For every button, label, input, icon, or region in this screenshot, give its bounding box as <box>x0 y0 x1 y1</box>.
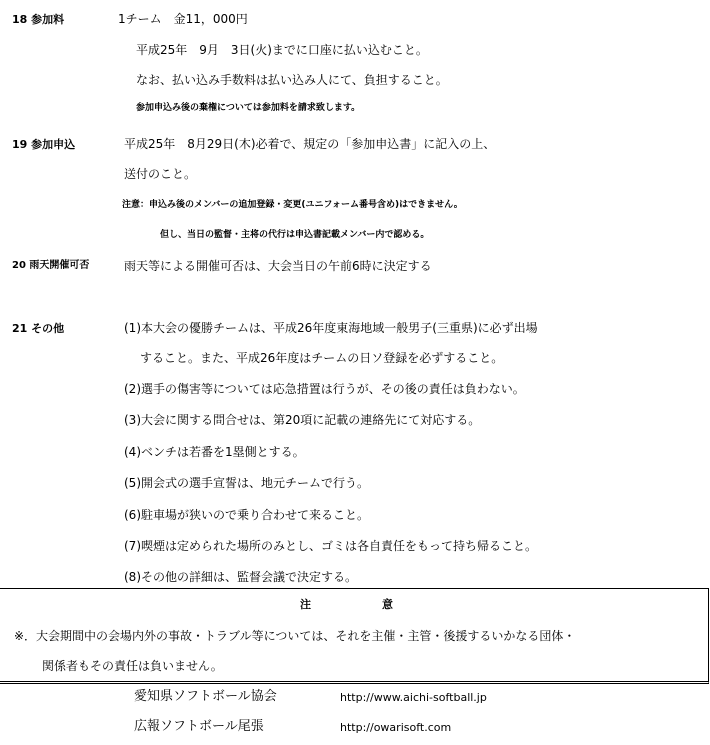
section-21-label: 21 その他 <box>12 322 65 335</box>
list-item: (1)本大会の優勝チームは、平成26年度東海地域一般男子(三重県)に必ず出場 <box>124 321 538 335</box>
list-item: (3)大会に関する問合せは、第20項に記載の連絡先にて対応する。 <box>124 413 481 427</box>
list-item: (7)喫煙は定められた場所のみとし、ゴミは各自責任をもって持ち帰ること。 <box>124 539 538 553</box>
url-owari-softball[interactable]: http://owarisoft.com <box>340 721 452 734</box>
substitute-note: 但し、当日の監督・主将の代行は申込書記載メンバー内で認める。 <box>160 230 430 240</box>
section-18-label: 18 参加料 <box>12 13 65 26</box>
rain-decision: 雨天等による開催可否は、大会当日の午前6時に決定する <box>124 259 432 273</box>
org-aichi-softball: 愛知県ソフトボール協会 <box>134 689 277 704</box>
list-item: (4)ベンチは若番を1塁側とする。 <box>124 445 305 459</box>
org-owari-softball: 広報ソフトボール尾張 <box>134 719 264 734</box>
list-item: (5)開会式の選手宣誓は、地元チームで行う。 <box>124 476 369 490</box>
section-19-label: 19 参加申込 <box>12 138 76 151</box>
notice-title-right: 意 <box>382 598 393 611</box>
list-item: (2)選手の傷害等については応急措置は行うが、その後の責任は負わない。 <box>124 382 525 396</box>
payment-deadline: 平成25年 9月 3日(火)までに口座に払い込むこと。 <box>136 43 428 57</box>
list-item: (8)その他の詳細は、監督会議で決定する。 <box>124 570 357 584</box>
section-20-label: 20 雨天開催可否 <box>12 260 90 271</box>
list-item: (6)駐車場が狭いので乗り合わせて来ること。 <box>124 508 369 522</box>
notice-text-line1: ※．大会期間中の会場内外の事故・トラブル等については、それを主催・主管・後援するいかなる団体・ <box>14 629 576 643</box>
notice-title-left: 注 <box>300 598 311 611</box>
list-item: すること。また、平成26年度はチームの日ソ登録を必ずすること。 <box>140 351 504 365</box>
url-aichi-softball[interactable]: http://www.aichi-softball.jp <box>340 691 487 704</box>
member-change-note: 注意：申込み後のメンバーの追加登録・変更(ユニフォーム番号含め)はできません。 <box>122 200 463 210</box>
application-send: 送付のこと。 <box>124 167 197 181</box>
withdrawal-note: 参加申込み後の棄権については参加料を請求致します。 <box>136 103 361 113</box>
entry-fee: 1チーム 金11，000円 <box>118 12 248 26</box>
application-deadline: 平成25年 8月29日(木)必着で、規定の「参加申込書」に記入の上、 <box>124 137 496 151</box>
transfer-fee-note: なお、払い込み手数料は払い込み人にて、負担すること。 <box>136 73 448 87</box>
notice-text-line2: 関係者もその責任は負いません。 <box>42 659 223 673</box>
